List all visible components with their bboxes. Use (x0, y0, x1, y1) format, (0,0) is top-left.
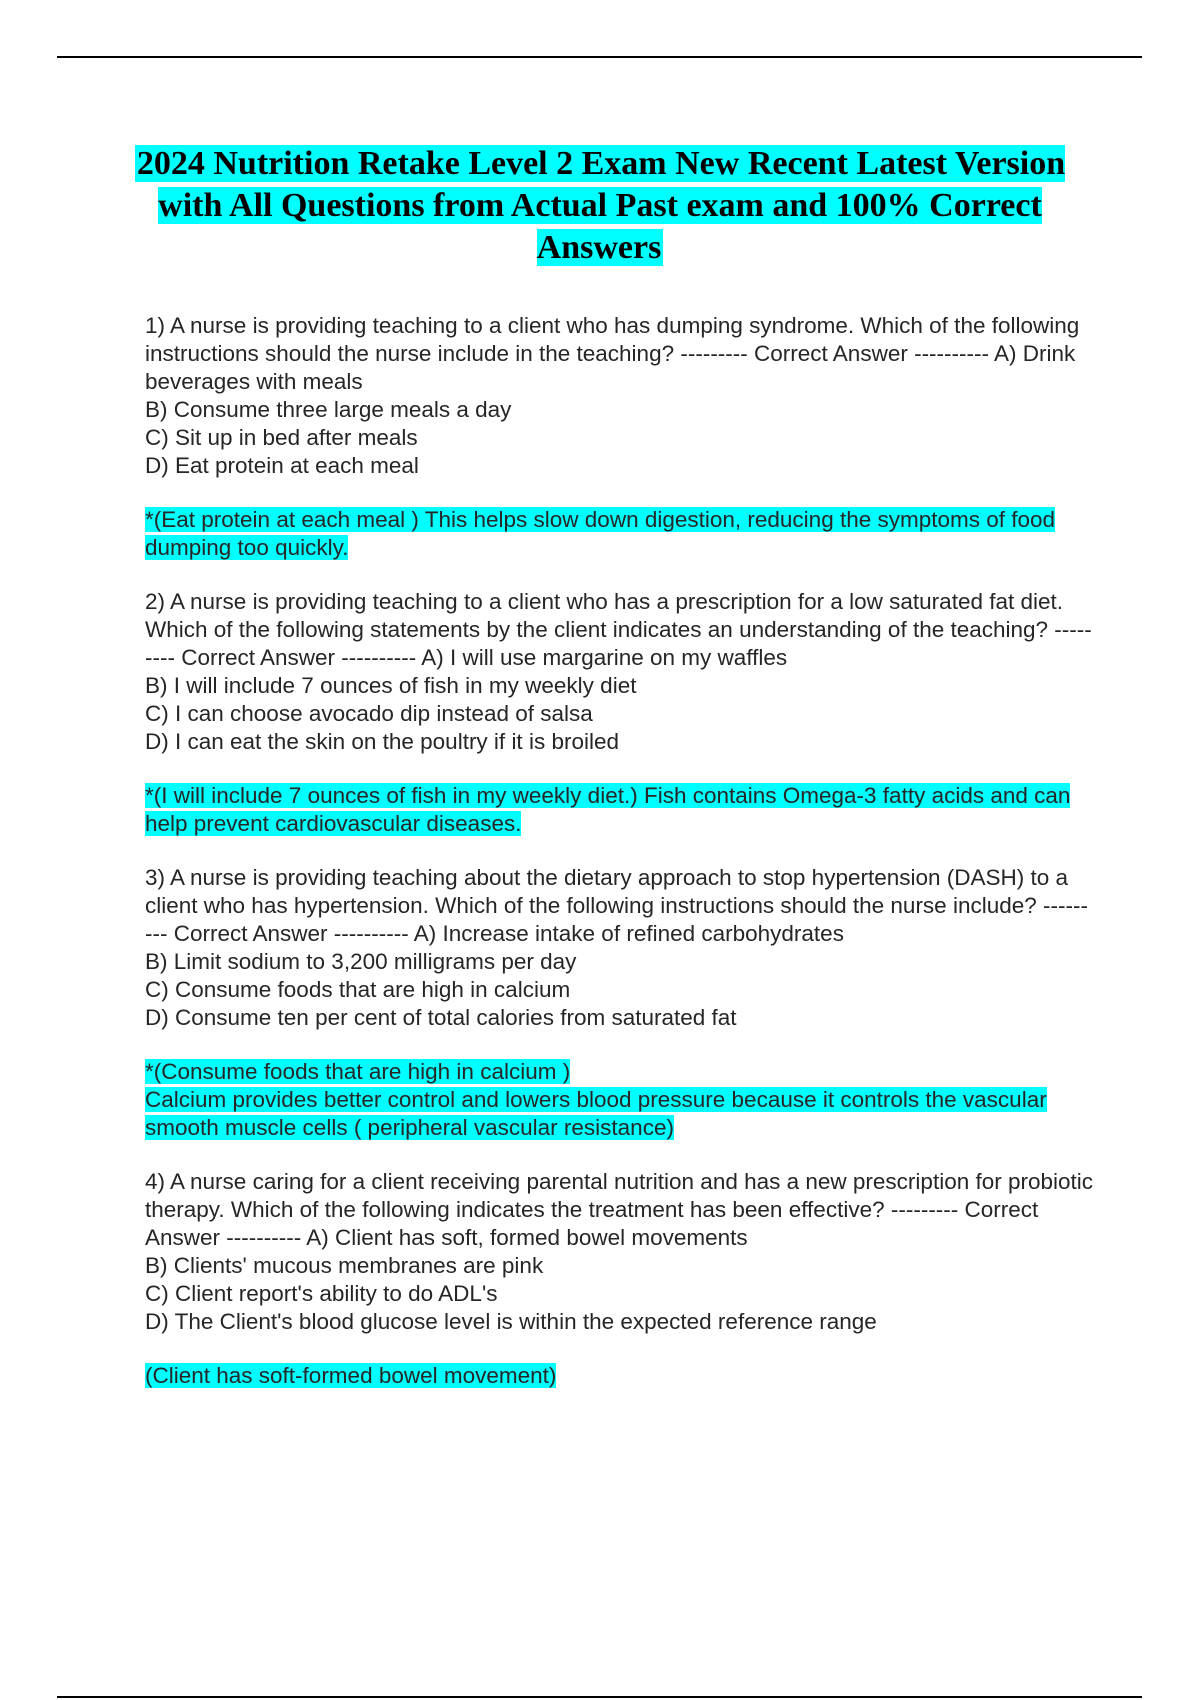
question-2 (145, 588, 1095, 756)
answer-heading: *(Consume foods that are high in calcium ) (145, 1059, 571, 1084)
question-stem: 3) A nurse is providing teaching about the dietary approach to stop hypertension (DASH) to a client who has hypertension. Which of the following instructions should the nurse include? --------- Correct Answer ---------- A) Increase intake of refined carbohydrates (145, 865, 1088, 946)
answer-3 (145, 1058, 1095, 1142)
question-option: C) Sit up in bed after meals (145, 425, 418, 450)
question-option: B) Limit sodium to 3,200 milligrams per day (145, 949, 577, 974)
question-option: C) Consume foods that are high in calcium (145, 977, 571, 1002)
answer-rationale: *(I will include 7 ounces of fish in my weekly diet.) Fish contains Omega-3 fatty acids and can help prevent cardiovascular diseases. (145, 783, 1071, 836)
question-stem: 1) A nurse is providing teaching to a client who has dumping syndrome. Which of the following instructions should the nurse include in the teaching? --------- Correct Answer ---------- A) Drink beverages with meals (145, 313, 1080, 394)
answer-rationale: (Client has soft-formed bowel movement) (145, 1363, 557, 1388)
answer-rationale: *(Eat protein at each meal ) This helps slow down digestion, reducing the symptoms of food dumping too quickly. (145, 507, 1056, 560)
question-option: C) Client report's ability to do ADL's (145, 1281, 498, 1306)
answer-4 (145, 1362, 1095, 1390)
question-1 (145, 312, 1095, 480)
bottom-rule (57, 1696, 1142, 1698)
answer-rationale: Calcium provides better control and lowers blood pressure because it controls the vascular smooth muscle cells ( peripheral vascular resistance) (145, 1087, 1047, 1140)
question-option: B) I will include 7 ounces of fish in my weekly diet (145, 673, 637, 698)
question-option: B) Consume three large meals a day (145, 397, 512, 422)
document-title (100, 143, 1100, 269)
question-stem: 2) A nurse is providing teaching to a client who has a prescription for a low saturated fat diet. Which of the following statements by the client indicates an understanding of the teaching? --------- Correct Answer ---------- A) I will use margarine on my waffles (145, 589, 1092, 670)
question-stem: 4) A nurse caring for a client receiving parental nutrition and has a new prescription for probiotic therapy. Which of the following indicates the treatment has been effective? --------- Correct Answer ---------- A) Client has soft, formed bowel movements (145, 1169, 1094, 1250)
question-3 (145, 864, 1095, 1032)
question-option: D) Eat protein at each meal (145, 453, 419, 478)
top-rule (57, 56, 1142, 58)
question-option: D) The Client's blood glucose level is within the expected reference range (145, 1309, 877, 1334)
answer-2 (145, 782, 1095, 838)
document-title-text: 2024 Nutrition Retake Level 2 Exam New Recent Latest Version with All Questions from Actual Past exam and 100% Correct Answers (136, 145, 1066, 266)
question-option: B) Clients' mucous membranes are pink (145, 1253, 544, 1278)
question-list (145, 312, 1095, 1416)
question-option: D) Consume ten per cent of total calories from saturated fat (145, 1005, 737, 1030)
question-option: C) I can choose avocado dip instead of salsa (145, 701, 593, 726)
question-option: D) I can eat the skin on the poultry if it is broiled (145, 729, 619, 754)
answer-1 (145, 506, 1095, 562)
question-4 (145, 1168, 1095, 1336)
